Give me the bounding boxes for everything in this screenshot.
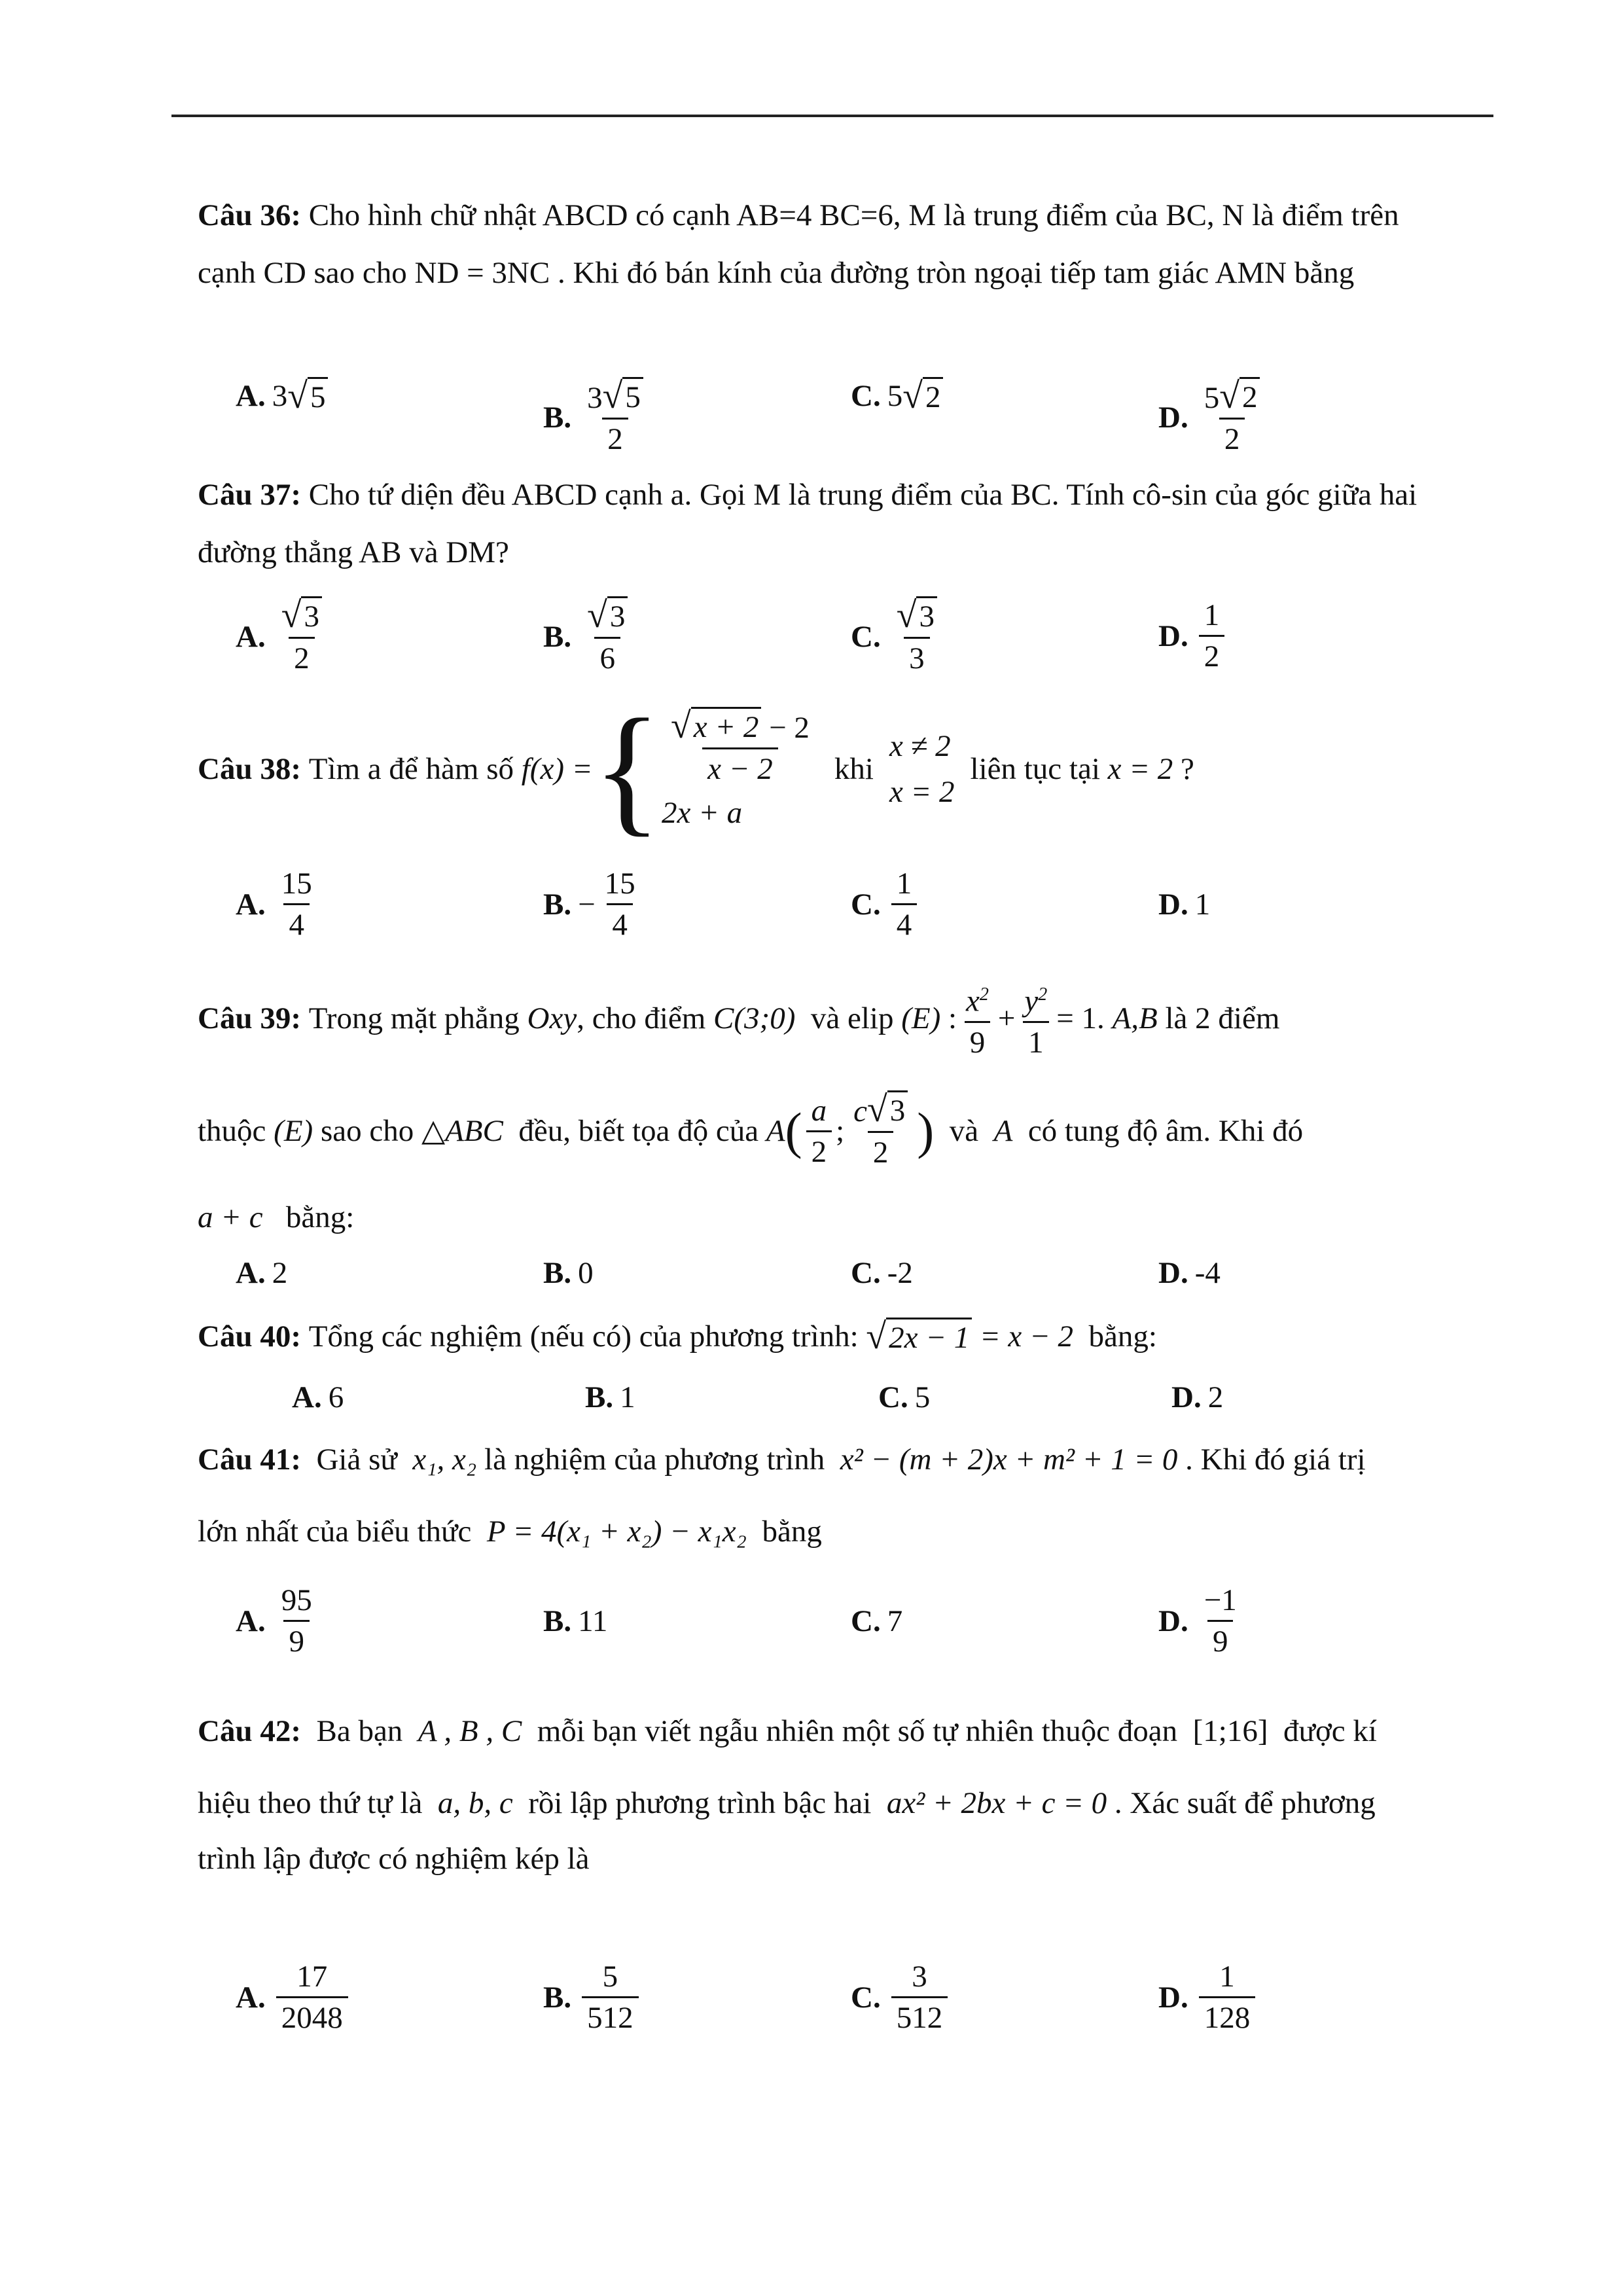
sqrt: √ 5 — [287, 376, 328, 416]
option-label: B. — [543, 1980, 572, 2015]
option-b[interactable] — [585, 1380, 635, 1415]
text: . Xác suất để phương — [1114, 1786, 1376, 1820]
option-label: A. — [292, 1380, 322, 1414]
coefficient: 5 — [887, 379, 903, 413]
sign: − — [578, 887, 596, 922]
option-a[interactable] — [236, 1255, 287, 1291]
denominator: 9 — [283, 1620, 310, 1661]
option-d[interactable] — [1171, 1380, 1223, 1415]
option-label: B. — [543, 1256, 572, 1290]
numerator: −1 — [1204, 1583, 1237, 1617]
point: x = 2 — [1107, 752, 1173, 786]
text: bằng: — [285, 1200, 355, 1234]
question-36 — [198, 187, 1428, 302]
option-label: B. — [543, 1604, 572, 1638]
fraction — [1199, 1957, 1256, 2037]
fraction: $\frac{y^2}{1}$ — [1019, 975, 1052, 1062]
fraction — [276, 864, 317, 944]
option-b[interactable] — [543, 1604, 607, 1639]
expression: P = 4(x₁ + x₂) − x₁x₂ — [486, 1515, 747, 1549]
denominator: 512 — [582, 1996, 639, 2037]
option-b[interactable] — [543, 1957, 643, 2037]
conditions — [889, 723, 955, 815]
option-label: A. — [236, 620, 266, 654]
option-label: D. — [1158, 1604, 1188, 1638]
variables: a, b, c — [437, 1786, 513, 1820]
option-label: D. — [1158, 619, 1188, 653]
fraction: $\frac{x^2}{9}$ — [961, 975, 994, 1062]
option-d[interactable] — [1158, 1255, 1221, 1291]
question-text: Cho hình chữ nhật ABCD có cạnh AB=4 BC=6, M là trung điểm của BC, N là điểm trên cạnh CD sao cho ND = 3NC . Khi đó bán kính của đường tròn ngoại tiếp tam giác AMN bằng — [198, 198, 1399, 290]
y-var: y — [1024, 984, 1039, 1018]
option-c[interactable] — [851, 376, 943, 416]
denominator: 2 — [1199, 635, 1225, 676]
question-41-line-2 — [198, 1512, 1428, 1551]
c-var: c — [853, 1094, 867, 1128]
option-value: 1 — [1194, 888, 1211, 922]
option-value: 5 — [914, 1380, 931, 1414]
fraction — [891, 864, 918, 944]
radicand: 5 — [308, 377, 329, 416]
option-label: C. — [851, 379, 881, 413]
fraction: √ 3 3 — [891, 596, 942, 678]
option-label: D. — [1158, 888, 1188, 922]
fraction: 5 √ 2 2 — [1199, 376, 1266, 459]
text: có tung độ âm. Khi đó — [1027, 1114, 1304, 1148]
fraction: c √ 3 2 — [848, 1090, 913, 1172]
coefficient: 3 — [272, 379, 288, 413]
option-c[interactable] — [851, 596, 946, 678]
numerator: 15 — [604, 867, 635, 901]
question-text-2: liên tục tại — [970, 752, 1100, 786]
denominator: 6 — [594, 637, 620, 678]
denominator: 2 — [868, 1131, 894, 1172]
text: được kí — [1283, 1714, 1377, 1748]
roots: x₁, x₂ — [412, 1443, 477, 1477]
condition-two: x = 2 — [889, 775, 955, 809]
numerator: 17 — [296, 1960, 328, 1994]
option-value: -4 — [1194, 1256, 1221, 1290]
option-a[interactable] — [236, 1957, 352, 2037]
option-label: C. — [878, 1380, 908, 1414]
option-d[interactable] — [1158, 596, 1228, 676]
question-39-line-2 — [198, 1090, 1441, 1172]
denominator: 2 — [602, 418, 628, 459]
text: thuộc — [198, 1114, 266, 1148]
sqrt: √ 2 — [902, 376, 943, 416]
text: lớn nhất của biểu thức — [198, 1515, 472, 1549]
separator: ; — [836, 1114, 845, 1148]
header-rule — [171, 115, 1493, 117]
khi-text: khi — [834, 752, 874, 786]
text: . Khi đó giá trị — [1185, 1443, 1366, 1477]
denominator: 4 — [283, 903, 310, 944]
numerator: 5 — [602, 1960, 618, 1994]
equation: ax² + 2bx + c = 0 — [886, 1786, 1107, 1820]
fraction — [599, 864, 641, 944]
denominator: 2 — [1219, 418, 1245, 459]
option-a[interactable] — [236, 1581, 321, 1661]
option-label: B. — [543, 620, 572, 654]
text: đều, biết tọa độ của — [518, 1114, 759, 1148]
option-label: C. — [851, 620, 881, 654]
question-title: Câu 42: — [198, 1714, 301, 1748]
condition-one: x ≠ 2 — [889, 729, 951, 763]
option-label: D. — [1158, 1256, 1188, 1290]
option-label: A. — [236, 379, 266, 413]
denominator: 9 — [965, 1021, 991, 1062]
option-label: C. — [851, 1980, 881, 2015]
fraction: 3 √ 5 2 — [582, 376, 649, 459]
option-label: C. — [851, 887, 881, 922]
option-d[interactable] — [1158, 1581, 1246, 1661]
option-label: D. — [1158, 401, 1188, 435]
numerator: 1 — [1204, 598, 1220, 632]
text: rồi lập phương trình bậc hai — [528, 1786, 872, 1820]
text: là nghiệm của phương trình — [484, 1443, 825, 1477]
option-d[interactable] — [1158, 1957, 1259, 2037]
equation: x² − (m + 2)x + m² + 1 = 0 — [840, 1443, 1178, 1477]
text: bằng: — [1088, 1319, 1157, 1354]
equals-one: = 1. — [1056, 1001, 1105, 1036]
option-value: 7 — [887, 1604, 903, 1638]
option-value: -2 — [887, 1256, 913, 1290]
numerator: 3 — [912, 1960, 927, 1994]
text: Giả sử — [316, 1443, 397, 1477]
numerator: 15 — [281, 867, 312, 901]
fraction: √ 3 6 — [582, 596, 633, 678]
fraction: √ 3 2 — [276, 596, 327, 678]
radicand: 5 — [622, 377, 643, 416]
text: bằng — [762, 1515, 822, 1549]
coefficient: 3 — [587, 381, 603, 415]
option-b[interactable] — [543, 596, 637, 678]
question-title: Câu 36: — [198, 198, 301, 232]
numerator: 95 — [281, 1583, 312, 1617]
students: A , B , C — [418, 1714, 522, 1748]
denominator: x − 2 — [702, 747, 778, 789]
sum: a + c — [198, 1200, 263, 1234]
question-41-line-1 — [198, 1440, 1428, 1479]
denominator: 9 — [1207, 1620, 1234, 1661]
question-39-line-3 — [198, 1198, 1428, 1237]
option-label: D. — [1158, 1980, 1188, 2015]
brace: { — [592, 689, 662, 849]
question-title: Câu 39: — [198, 1001, 301, 1036]
ellipse-name: (E) — [901, 1001, 941, 1036]
option-b[interactable] — [543, 376, 652, 459]
point-c: C(3;0) — [713, 1001, 796, 1036]
denominator: 2 — [289, 637, 315, 678]
x-var: x — [966, 984, 980, 1018]
point-a: A — [766, 1114, 785, 1148]
option-label: D. — [1171, 1380, 1202, 1414]
radicand: 3 — [301, 596, 322, 635]
option-c[interactable] — [851, 1255, 913, 1291]
option-label: A. — [236, 1256, 266, 1290]
option-value: 11 — [578, 1604, 608, 1638]
option-a[interactable] — [292, 1380, 344, 1415]
question-42-line-2 — [198, 1784, 1428, 1823]
text: là 2 điểm — [1165, 1001, 1280, 1036]
option-d[interactable] — [1158, 376, 1269, 459]
text: Trong mặt phẳng — [308, 1001, 520, 1036]
ellipse-name: (E) — [274, 1114, 313, 1148]
option-label: B. — [543, 887, 572, 922]
fraction — [806, 1091, 832, 1172]
fraction — [1199, 1581, 1242, 1661]
fraction: √ x + 2 − 2 x − 2 — [666, 706, 815, 789]
option-c[interactable] — [851, 1604, 902, 1639]
text: và — [949, 1114, 979, 1148]
sqrt: √ 2x − 1 — [866, 1317, 972, 1356]
radicand: 2 — [1240, 377, 1260, 416]
denominator: 4 — [607, 903, 633, 944]
interval: [1;16] — [1192, 1714, 1268, 1748]
text: Tổng các nghiệm (nếu có) của phương trình: — [308, 1319, 859, 1354]
option-a[interactable] — [236, 864, 321, 944]
question-title: Câu 41: — [198, 1443, 301, 1477]
question-text: Tìm a để hàm số — [308, 752, 514, 786]
radicand: 3 — [916, 596, 937, 635]
case-two: 2x + a — [662, 795, 743, 830]
fraction — [582, 1957, 639, 2037]
numerator: a — [811, 1093, 827, 1128]
points-ab: A,B — [1112, 1001, 1158, 1036]
point-a: A — [993, 1114, 1013, 1148]
question-38 — [198, 689, 1441, 849]
option-label: C. — [851, 1256, 881, 1290]
fraction — [276, 1581, 317, 1661]
denominator: 2048 — [276, 1996, 348, 2037]
rhs: = x − 2 — [979, 1319, 1074, 1354]
option-c[interactable] — [878, 1380, 930, 1415]
cases — [662, 704, 819, 834]
option-a[interactable] — [236, 596, 331, 678]
question-42-line-1 — [198, 1712, 1428, 1751]
option-d[interactable] — [1158, 887, 1210, 922]
option-value: 6 — [328, 1380, 344, 1414]
question-40 — [198, 1317, 1441, 1356]
radicand: 3 — [887, 1090, 908, 1129]
numerator: 1 — [896, 867, 912, 901]
option-label: B. — [543, 401, 572, 435]
question-title: Câu 37: — [198, 478, 301, 512]
option-a[interactable] — [236, 376, 328, 416]
question-text: Cho tứ diện đều ABCD cạnh a. Gọi M là trung điểm của BC. Tính cô-sin của góc giữa hai đường thẳng AB và DM? — [198, 478, 1418, 569]
option-b[interactable] — [543, 1255, 594, 1291]
question-42-line-3 — [198, 1839, 1428, 1878]
option-value: 0 — [578, 1256, 594, 1290]
question-title: Câu 38: — [198, 752, 301, 786]
radicand: 2 — [923, 377, 944, 416]
numerator: 1 — [1219, 1960, 1235, 1994]
question-39-line-1: Câu 39: Trong mặt phẳng Oxy , cho điểm C(3;0) và elip (E) : $\frac{x^2}{9}$ + $\frac{y^2}{1}$ = 1. A,B là 2 điểm — [198, 975, 1441, 1062]
option-label: A. — [236, 1980, 266, 2015]
colon: : — [948, 1001, 957, 1036]
option-label: A. — [236, 887, 266, 922]
text: và elip — [810, 1001, 894, 1036]
option-b[interactable] — [543, 864, 645, 944]
denominator: 4 — [891, 903, 918, 944]
option-label: C. — [851, 1604, 881, 1638]
denominator: 3 — [904, 637, 930, 678]
question-title: Câu 40: — [198, 1319, 301, 1354]
triangle: △ABC — [421, 1114, 503, 1148]
option-c[interactable] — [851, 864, 921, 944]
text: Ba bạn — [316, 1714, 403, 1748]
left-paren: ( — [785, 1102, 802, 1159]
fraction — [891, 1957, 948, 2037]
text: mỗi bạn viết ngẫu nhiên một số tự nhiên thuộc đoạn — [537, 1714, 1178, 1748]
denominator: 2 — [806, 1130, 832, 1172]
radicand: 2x − 1 — [886, 1318, 972, 1356]
text: , cho điểm — [577, 1001, 706, 1036]
plane: Oxy — [527, 1001, 577, 1036]
denominator: 1 — [1023, 1021, 1049, 1062]
fraction — [276, 1957, 348, 2037]
denominator: 128 — [1199, 1996, 1256, 2037]
fraction — [1199, 596, 1225, 676]
option-label: A. — [236, 1604, 266, 1638]
text: trình lập được có nghiệm kép là — [198, 1842, 590, 1876]
radicand: 3 — [607, 596, 628, 635]
option-label: B. — [585, 1380, 614, 1414]
right-paren: ) — [917, 1102, 935, 1159]
minus-two: − 2 — [769, 710, 810, 745]
option-value: 2 — [272, 1256, 288, 1290]
option-value: 1 — [620, 1380, 635, 1414]
function-label: f(x) = — [521, 752, 593, 786]
question-37 — [198, 466, 1428, 581]
question-mark: ? — [1180, 752, 1194, 786]
option-value: 2 — [1207, 1380, 1224, 1414]
text: hiệu theo thứ tự là — [198, 1786, 423, 1820]
option-c[interactable] — [851, 1957, 952, 2037]
radicand: x + 2 — [691, 707, 762, 745]
coefficient: 5 — [1204, 381, 1220, 415]
denominator: 512 — [891, 1996, 948, 2037]
text: sao cho — [320, 1114, 414, 1148]
